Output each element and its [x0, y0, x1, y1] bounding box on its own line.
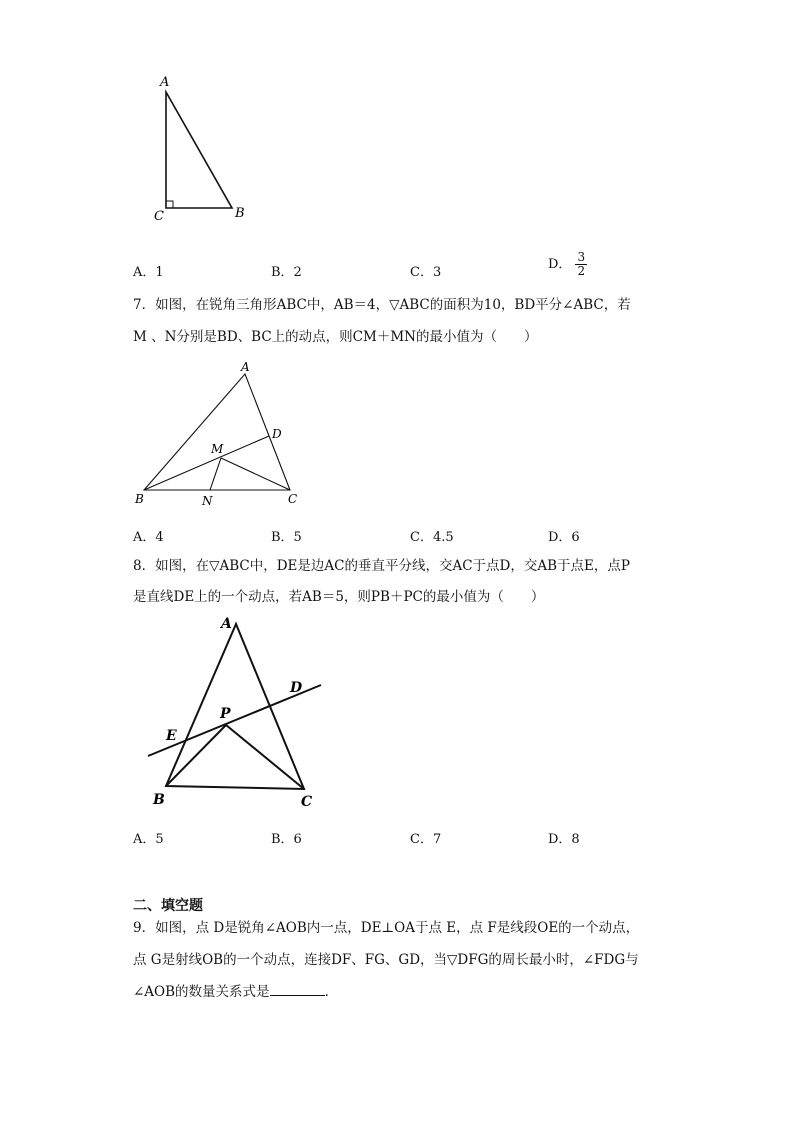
q7-label-a: A	[241, 360, 250, 374]
q9-line-1: 9．如图，点 D是锐角∠AOB内一点，DE⊥OA于点 E，点 F是线段OE的一个动点，	[133, 920, 640, 936]
q6-option-d-label: D．	[548, 257, 572, 272]
q7-option-a: A．4	[133, 530, 164, 545]
section-title-fill-in: 二、填空题	[133, 898, 203, 914]
q8-label-d: D	[290, 680, 303, 696]
q9-line-3-end: ．	[324, 984, 339, 1000]
q6-triangle	[166, 92, 232, 208]
q6-right-triangle-figure	[140, 70, 260, 230]
q8-option-b: B．6	[271, 832, 302, 847]
q7-line-1: 7．如图，在锐角三角形ABC中，AB＝4，▽ABC的面积为10，BD平分∠ABC，若	[133, 297, 631, 313]
q8-line-1: 8．如图，在▽ABC中，DE是边AC的垂直平分线，交AC于点D，交AB于点E，点P	[133, 558, 630, 574]
q8-option-c: C．7	[410, 832, 442, 847]
q8-option-d: D．8	[548, 832, 580, 847]
q8-label-p: P	[220, 706, 231, 722]
q7-option-d: D．6	[548, 530, 580, 545]
q8-label-e: E	[166, 728, 177, 744]
q6-option-d-fraction	[575, 251, 587, 278]
q7-bisector-bd	[144, 436, 269, 490]
q6-option-b: B．2	[271, 265, 302, 280]
q8-label-c: C	[301, 794, 313, 810]
q7-line-2: M 、N分别是BD、BC上的动点，则CM＋MN的最小值为（ ）	[133, 329, 538, 345]
q7-triangle	[144, 374, 290, 490]
q6-option-c: C．3	[410, 265, 442, 280]
q6-frac-denominator: 2	[577, 264, 586, 278]
q7-option-b: B．5	[271, 530, 302, 545]
q7-label-c: C	[288, 492, 298, 506]
q6-option-a: A．1	[133, 265, 164, 280]
q7-option-c: C．4.5	[410, 530, 454, 545]
q6-label-a: A	[160, 75, 170, 90]
q6-label-c: C	[154, 209, 164, 224]
q8-line-2: 是直线DE上的一个动点，若AB＝5，则PB＋PC的最小值为（ ）	[133, 589, 545, 605]
q8-label-b: B	[153, 792, 165, 808]
q6-frac-numerator: 3	[577, 250, 586, 264]
q7-label-n: N	[202, 494, 213, 508]
q8-option-a: A．5	[133, 832, 164, 847]
q8-triangle-figure	[140, 612, 340, 817]
q9-line-3-text: ∠AOB的数量关系式是	[133, 984, 270, 1000]
q6-option-d	[548, 251, 587, 278]
q8-segment-pc	[226, 725, 304, 789]
q8-label-a: A	[221, 616, 232, 632]
q7-triangle-figure	[130, 358, 310, 513]
q7-segment-mn	[210, 458, 221, 490]
q6-label-b: B	[235, 206, 245, 221]
q9-answer-blank[interactable]	[270, 982, 325, 996]
q7-label-m: M	[211, 442, 224, 456]
q7-label-d: D	[272, 427, 282, 441]
q7-label-b: B	[135, 492, 144, 506]
q9-line-3	[133, 982, 338, 1002]
q9-line-2: 点 G是射线OB的一个动点，连接DF、FG、GD，当▽DFG的周长最小时，∠FDG与	[133, 952, 639, 968]
q6-right-angle-mark	[166, 201, 173, 208]
